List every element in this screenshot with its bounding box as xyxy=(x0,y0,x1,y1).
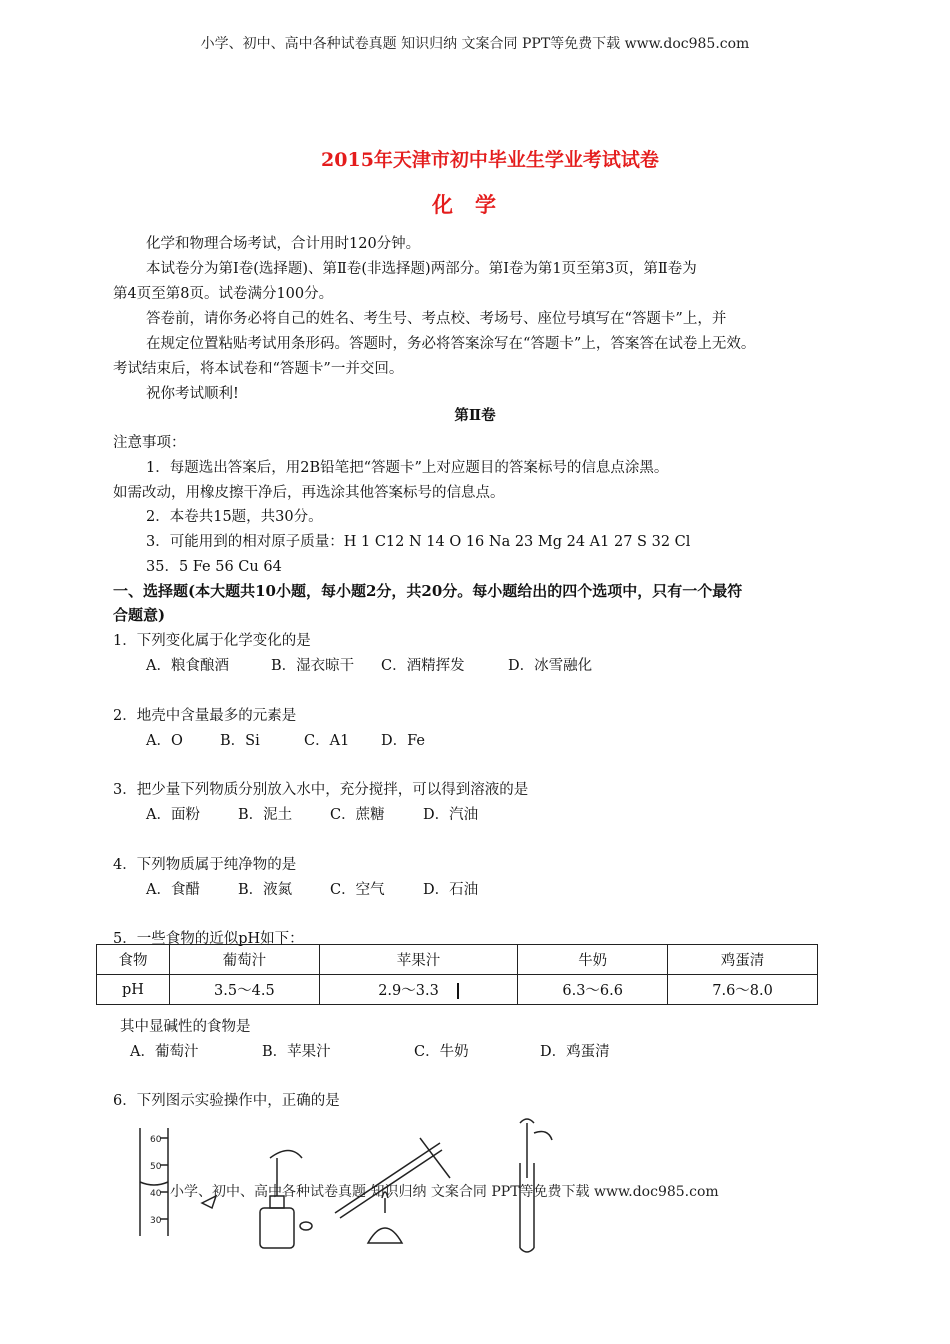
note-3-line2: 35．5 Fe 56 Cu 64 xyxy=(146,559,282,575)
table-header-cell: 葡萄汁 xyxy=(169,945,319,975)
table-cell: 6.3～6.6 xyxy=(518,975,668,1005)
note-3-line1: 3．可能用到的相对原子质量：H 1 C12 N 14 O 16 Na 23 Mg 24 A1 27 S 32 Cl xyxy=(146,534,691,550)
question-2-option-a: A．O xyxy=(146,733,183,749)
intro-p2-line2: 第4页至第8页。试卷满分100分。 xyxy=(113,286,334,302)
intro-p3-line2: 在规定位置粘贴考试用条形码。答题时，务必将答案涂写在“答题卡”上，答案答在试卷上无效。 xyxy=(146,336,756,352)
intro-p2-line1: 本试卷分为第Ⅰ卷(选择题)、第Ⅱ卷(非选择题)两部分。第Ⅰ卷为第1页至第3页，第Ⅱ卷为 xyxy=(146,261,697,277)
table-cell-text: 2.9～3.3 xyxy=(378,983,439,999)
question-5-option-d: D．鸡蛋清 xyxy=(540,1044,610,1060)
question-1-option-b: B．湿衣晾干 xyxy=(271,658,355,674)
question-1-option-a: A．粮食酿酒 xyxy=(146,658,229,674)
section-1-heading-line1: 一、选择题(本大题共10小题，每小题2分，共20分。每小题给出的四个选项中，只有一个最符 xyxy=(113,582,743,600)
note-1-line2: 如需改动，用橡皮擦干净后，再选涂其他答案标号的信息点。 xyxy=(113,485,505,501)
question-3-option-d: D．汽油 xyxy=(423,807,479,823)
question-1-option-c: C．酒精挥发 xyxy=(381,658,465,674)
intro-p3-line3: 考试结束后，将本试卷和“答题卡”一并交回。 xyxy=(113,361,404,377)
table-header-row xyxy=(97,945,818,975)
question-4-option-a: A．食醋 xyxy=(146,882,200,898)
cylinder-tick-label: 50 xyxy=(150,1162,162,1172)
table-cell: 7.6～8.0 xyxy=(668,975,818,1005)
table-header-cell: 食物 xyxy=(97,945,170,975)
intro-p4: 祝你考试顺利! xyxy=(146,386,239,402)
cursor-mark xyxy=(457,983,459,999)
subject-title: 化学 xyxy=(432,192,518,217)
volume-heading: 第Ⅱ卷 xyxy=(454,407,496,424)
table-header-cell: 苹果汁 xyxy=(319,945,517,975)
question-4-option-c: C．空气 xyxy=(330,882,385,898)
question-5-sub: 其中显碱性的食物是 xyxy=(120,1019,251,1035)
table-cell: 3.5～4.5 xyxy=(169,975,319,1005)
ph-table xyxy=(96,944,818,1005)
question-3-stem: 3．把少量下列物质分别放入水中，充分搅拌，可以得到溶液的是 xyxy=(113,782,529,798)
question-2-option-b: B．Si xyxy=(220,733,260,749)
question-4-option-b: B．液氮 xyxy=(238,882,293,898)
question-3-option-c: C．蔗糖 xyxy=(330,807,385,823)
table-row xyxy=(97,975,818,1005)
table-cell: pH xyxy=(97,975,170,1005)
table-header-cell: 牛奶 xyxy=(518,945,668,975)
table-header-cell: 鸡蛋清 xyxy=(668,945,818,975)
question-2-stem: 2．地壳中含量最多的元素是 xyxy=(113,708,297,724)
question-1-option-d: D．冰雪融化 xyxy=(508,658,593,674)
page-header: 小学、初中、高中各种试卷真题 知识归纳 文案合同 PPT等免费下载 www.doc985.com xyxy=(200,36,750,52)
intro-p3-line1: 答卷前，请你务必将自己的姓名、考生号、考点校、考场号、座位号填写在“答题卡”上，并 xyxy=(146,311,727,327)
note-2: 2．本卷共15题，共30分。 xyxy=(146,509,323,525)
cylinder-tick-label: 60 xyxy=(150,1135,162,1145)
question-2-option-d: D．Fe xyxy=(381,733,425,749)
notes-heading: 注意事项： xyxy=(113,435,186,451)
question-6-stem: 6．下列图示实验操作中，正确的是 xyxy=(113,1093,340,1109)
question-3-option-a: A．面粉 xyxy=(146,807,200,823)
cylinder-tick-label: 30 xyxy=(150,1216,162,1226)
note-1-line1: 1．每题选出答案后，用2B铅笔把“答题卡”上对应题目的答案标号的信息点涂黑。 xyxy=(146,460,669,476)
table-cell xyxy=(319,975,517,1005)
question-5-option-a: A．葡萄汁 xyxy=(130,1044,199,1060)
question-4-stem: 4．下列物质属于纯净物的是 xyxy=(113,857,297,873)
page-footer: 小学、初中、高中各种试卷真题 知识归纳 文案合同 PPT等免费下载 www.doc985.com xyxy=(170,1184,719,1200)
question-5-stem: 5．一些食物的近似pH如下： xyxy=(113,931,304,947)
question-5-option-b: B．苹果汁 xyxy=(262,1044,331,1060)
question-3-option-b: B．泥土 xyxy=(238,807,293,823)
question-5-option-c: C．牛奶 xyxy=(414,1044,469,1060)
question-2-option-c: C．A1 xyxy=(304,733,350,749)
question-4-option-d: D．石油 xyxy=(423,882,479,898)
cylinder-tick-label: 40 xyxy=(150,1189,162,1199)
exam-title: 2015年天津市初中毕业生学业考试试卷 xyxy=(321,149,659,171)
intro-p1: 化学和物理合场考试，合计用时120分钟。 xyxy=(146,236,421,252)
section-1-heading-line2: 合题意) xyxy=(113,606,166,624)
question-1-stem: 1．下列变化属于化学变化的是 xyxy=(113,633,311,649)
